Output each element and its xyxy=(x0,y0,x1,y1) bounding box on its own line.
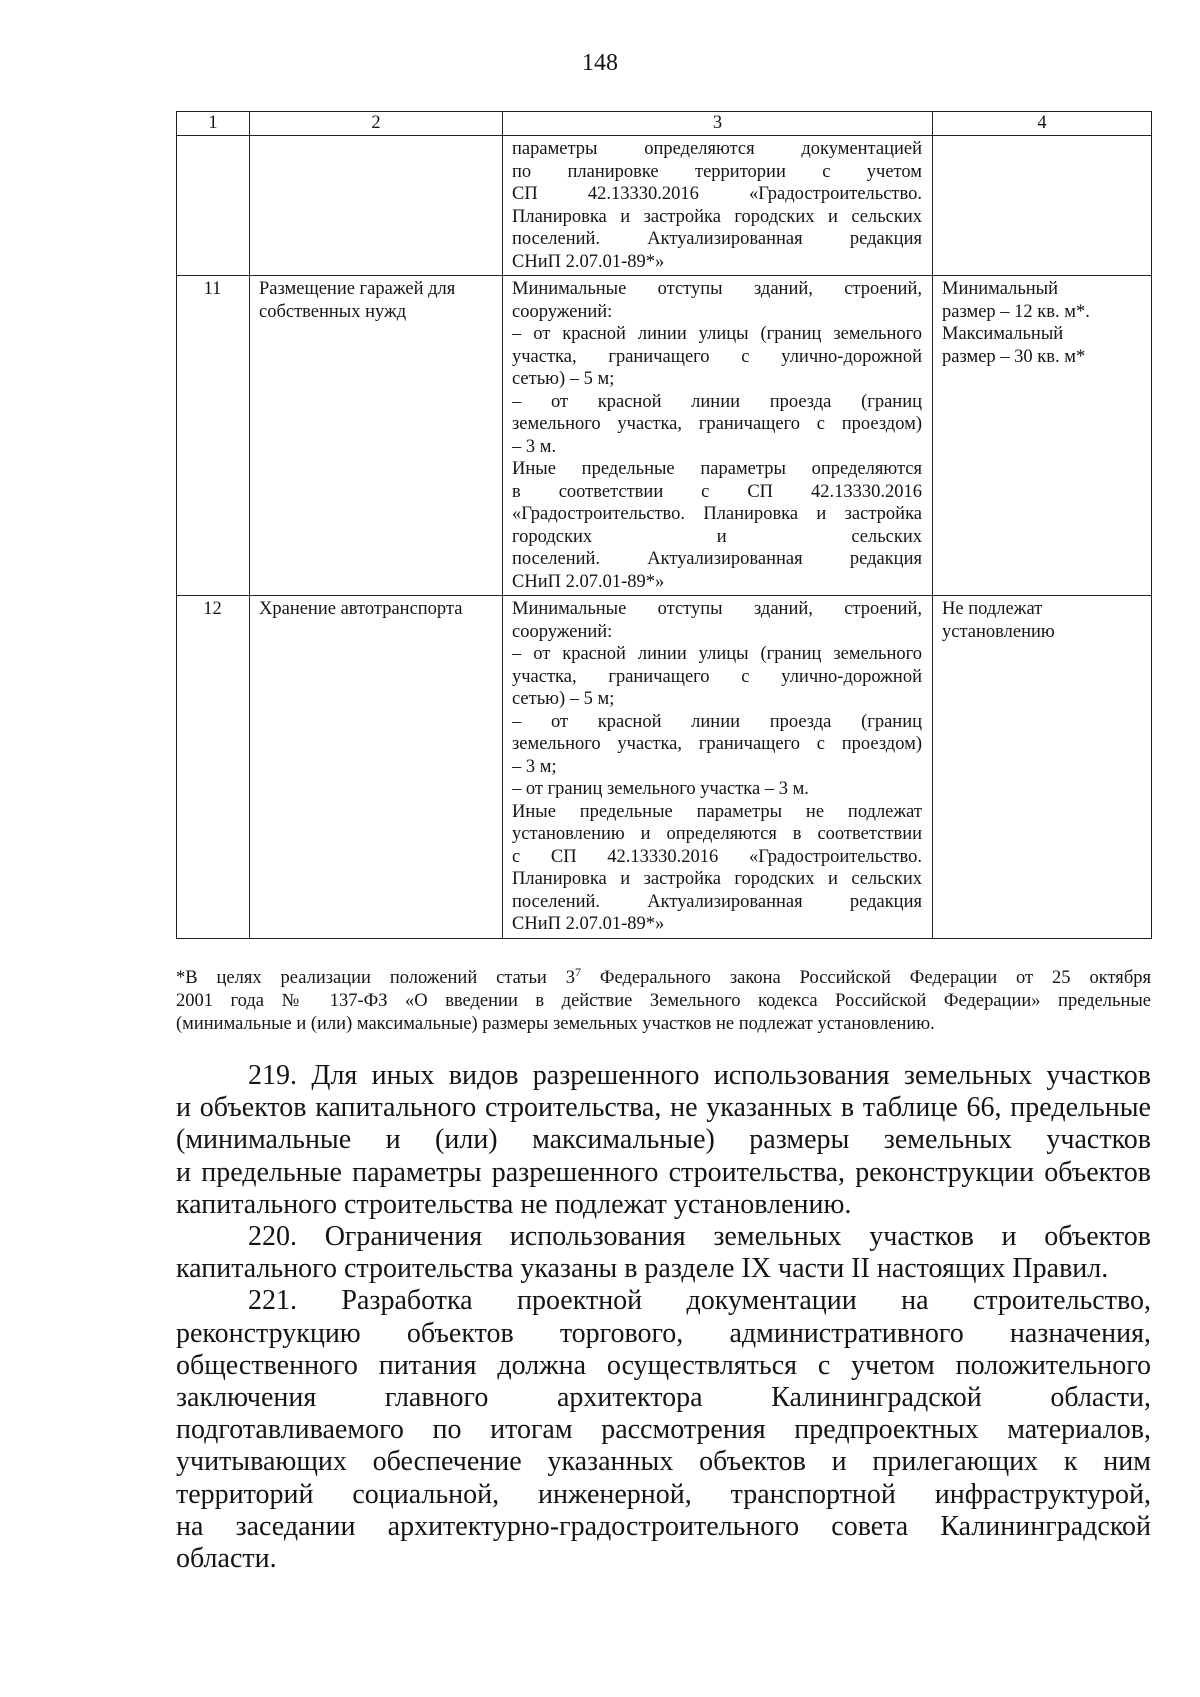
use-type-line: собственных нужд xyxy=(259,301,407,322)
size-cell xyxy=(933,596,1152,939)
use-type-cell xyxy=(250,136,503,276)
size-cell xyxy=(933,136,1152,276)
parameters-line: с СП 42.13330.2016 «Градостроительство. xyxy=(512,846,922,867)
size-cell xyxy=(933,276,1152,596)
row-number-cell: 12 xyxy=(177,596,250,939)
table-footnote xyxy=(176,964,1151,1036)
use-type-line: Хранение автотранспорта xyxy=(259,599,463,619)
parameters-line: в соответствии с СП 42.13330.2016 xyxy=(512,481,922,502)
table-header-row xyxy=(177,112,1152,136)
parameters-line: Минимальные отступы зданий, строений, xyxy=(512,279,922,299)
parameters-line: участка, граничащего с улично-дорожной xyxy=(512,666,922,687)
parameters-line: – от границ земельного участка – 3 м. xyxy=(512,779,809,799)
paragraph-line: области. xyxy=(176,1543,277,1575)
table-row xyxy=(177,596,1152,939)
footnote-line: (минимальные и (или) максимальные) размеры земельных участков не подлежат установлению. xyxy=(176,1014,935,1034)
paragraph-line: капитального строительства указаны в разделе IX части II настоящих Правил. xyxy=(176,1253,1109,1285)
parameters-line: параметры определяются документацией xyxy=(512,139,922,159)
paragraph-line: общественного питания должна осуществляться с учетом положительного xyxy=(176,1349,1151,1381)
parameters-line: СНиП 2.07.01-89*» xyxy=(512,914,665,934)
parameters-cell xyxy=(503,136,933,276)
size-line: Максимальный xyxy=(942,324,1064,344)
paragraph-line: капитального строительства не подлежат установлению. xyxy=(176,1188,852,1220)
paragraph-line: и объектов капитального строительства, не указанных в таблице 66, предельные xyxy=(176,1092,1151,1124)
parameters-line: – от красной линии улицы (границ земельного xyxy=(512,644,922,664)
parameters-line: сетью) – 5 м; xyxy=(512,689,615,709)
column-header-1: 1 xyxy=(177,112,250,136)
table-row xyxy=(177,136,1152,276)
paragraph-line: территорий социальной, инженерной, транспортной инфраструктурой, xyxy=(176,1478,1151,1510)
parameters-line: по планировке территории с учетом xyxy=(512,161,922,182)
parameters-line: установлению и определяются в соответствии xyxy=(512,824,922,844)
table-row xyxy=(177,276,1152,596)
parameters-line: Минимальные отступы зданий, строений, xyxy=(512,599,922,619)
parameters-line: земельного участка, граничащего с проездом) xyxy=(512,734,922,754)
parameters-line: СНиП 2.07.01-89*» xyxy=(512,251,665,272)
paragraph-line: заключения главного архитектора Калининградской области, xyxy=(176,1382,1151,1414)
paragraph-219 xyxy=(176,1060,1151,1221)
parameters-line: Планировка и застройка городских и сельских xyxy=(512,206,922,227)
paragraph-line: подготавливаемого по итогам рассмотрения предпроектных материалов, xyxy=(176,1414,1151,1446)
page-number: 148 xyxy=(582,50,618,76)
size-line: размер – 30 кв. м* xyxy=(942,346,1086,367)
paragraph-line: 220. Ограничения использования земельных участков и объектов xyxy=(248,1221,1151,1253)
parameters-line: сооружений: xyxy=(512,301,613,322)
parameters-line: – от красной линии улицы (границ земельного xyxy=(512,324,922,344)
parameters-line: поселений. Актуализированная редакция xyxy=(512,891,922,912)
parameters-line: поселений. Актуализированная редакция xyxy=(512,549,922,569)
parameters-line: СП 42.13330.2016 «Градостроительство. xyxy=(512,184,922,204)
parameters-line: участка, граничащего с улично-дорожной xyxy=(512,346,922,367)
size-line: установлению xyxy=(942,621,1055,642)
body-text xyxy=(176,1060,1151,1575)
parameters-line: сетью) – 5 м; xyxy=(512,369,615,389)
parameters-line: СНиП 2.07.01-89*» xyxy=(512,571,665,592)
parameters-line: – от красной линии проезда (границ xyxy=(512,711,922,732)
paragraph-line: (минимальные и (или) максимальные) размеры земельных участков xyxy=(176,1124,1151,1156)
parameters-line: – от красной линии проезда (границ xyxy=(512,391,922,412)
column-header-2: 2 xyxy=(250,112,503,136)
footnote-line: 2001 года № 137-ФЗ «О введении в действие Земельного кодекса Российской Федерации» предельные xyxy=(176,991,1151,1011)
paragraph-line: и предельные параметры разрешенного строительства, реконструкции объектов xyxy=(176,1156,1151,1188)
paragraph-221 xyxy=(176,1285,1151,1575)
column-header-3: 3 xyxy=(503,112,933,136)
parameters-cell xyxy=(503,596,933,939)
paragraph-line: на заседании архитектурно-градостроительного совета Калининградской xyxy=(176,1510,1151,1542)
parameters-line: – 3 м; xyxy=(512,756,557,777)
use-type-cell xyxy=(250,596,503,939)
use-type-line: Размещение гаражей для xyxy=(259,279,456,299)
parameters-line: Иные предельные параметры не подлежат xyxy=(512,801,922,822)
row-number-cell: 11 xyxy=(177,276,250,596)
use-type-cell xyxy=(250,276,503,596)
parameters-line: сооружений: xyxy=(512,621,613,642)
size-line: размер – 12 кв. м*. xyxy=(942,301,1090,322)
regulations-table xyxy=(176,111,1152,939)
parameters-line: Иные предельные параметры определяются xyxy=(512,459,922,479)
size-line: Минимальный xyxy=(942,279,1059,299)
paragraph-line: реконструкцию объектов торгового, административного назначения, xyxy=(176,1317,1151,1349)
paragraph-220 xyxy=(176,1221,1151,1285)
column-header-4: 4 xyxy=(933,112,1152,136)
footnote-superscript: 7 xyxy=(574,964,581,979)
parameters-line: земельного участка, граничащего с проездом) xyxy=(512,414,922,434)
paragraph-line: 219. Для иных видов разрешенного использования земельных участков xyxy=(248,1060,1151,1091)
parameters-line: городских и сельских xyxy=(512,526,922,547)
paragraph-line: 221. Разработка проектной документации на строительство, xyxy=(248,1285,1151,1317)
footnote-line xyxy=(176,964,1151,990)
row-number-cell xyxy=(177,136,250,276)
parameters-cell xyxy=(503,276,933,596)
parameters-line: – 3 м. xyxy=(512,436,557,457)
parameters-line: Планировка и застройка городских и сельских xyxy=(512,869,922,889)
parameters-line: «Градостроительство. Планировка и застройка xyxy=(512,504,922,524)
parameters-line: поселений. Актуализированная редакция xyxy=(512,229,922,249)
footnote-text: *В целях реализации положений статьи 3 xyxy=(176,968,575,988)
size-line: Не подлежат xyxy=(942,599,1043,619)
paragraph-line: учитывающих обеспечение указанных объектов и прилегающих к ним xyxy=(176,1446,1151,1478)
footnote-text: Федерального закона Российской Федерации от 25 октября xyxy=(580,968,1151,988)
